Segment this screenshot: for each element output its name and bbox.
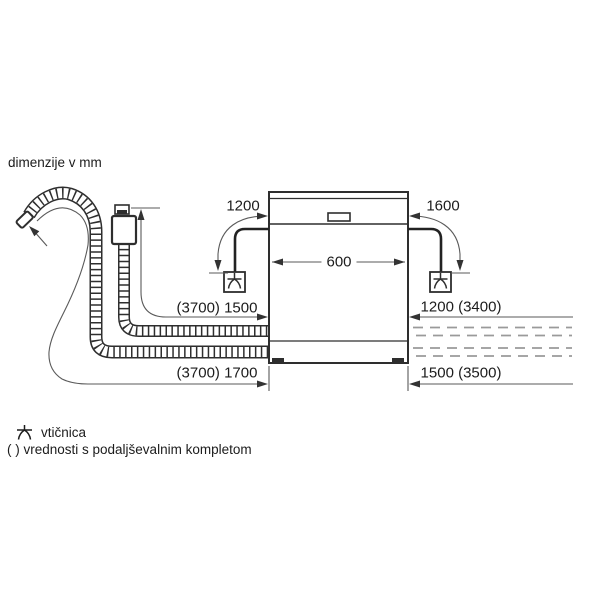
drain-hose-nozzle [16, 211, 34, 229]
door-handle [328, 213, 350, 221]
legend-values-note: ( ) vrednosti s podaljševalnim kompletom [7, 441, 252, 457]
dim-label-drain-right: 1500 (3500) [420, 364, 502, 382]
legend [7, 424, 252, 457]
dim-drain-right [409, 381, 573, 388]
dim-label-width: 600 [321, 254, 356, 271]
foot-right [392, 358, 404, 364]
inlet-hose [124, 243, 273, 331]
dim-label-inlet-right: 1200 (3400) [420, 298, 502, 316]
dim-label-cord-left: 1200 [226, 197, 260, 215]
dishwasher [269, 192, 408, 364]
power-cable-left [235, 229, 269, 272]
aquastop-valve [112, 205, 136, 244]
hose-continuation-dashed [413, 328, 572, 357]
dim-label-drain-left: (3700) 1700 [176, 364, 258, 382]
power-cable-right [408, 229, 441, 272]
foot-left [272, 358, 284, 364]
socket-plug-icon [14, 424, 35, 441]
legend-socket-label: vtičnica [41, 424, 87, 440]
legend-socket-row [7, 424, 252, 440]
units-note: dimenzije v mm [8, 155, 102, 170]
dim-label-cord-right: 1600 [426, 197, 460, 215]
dim-label-inlet-left: (3700) 1500 [176, 299, 258, 317]
power-plug-left [224, 272, 245, 292]
